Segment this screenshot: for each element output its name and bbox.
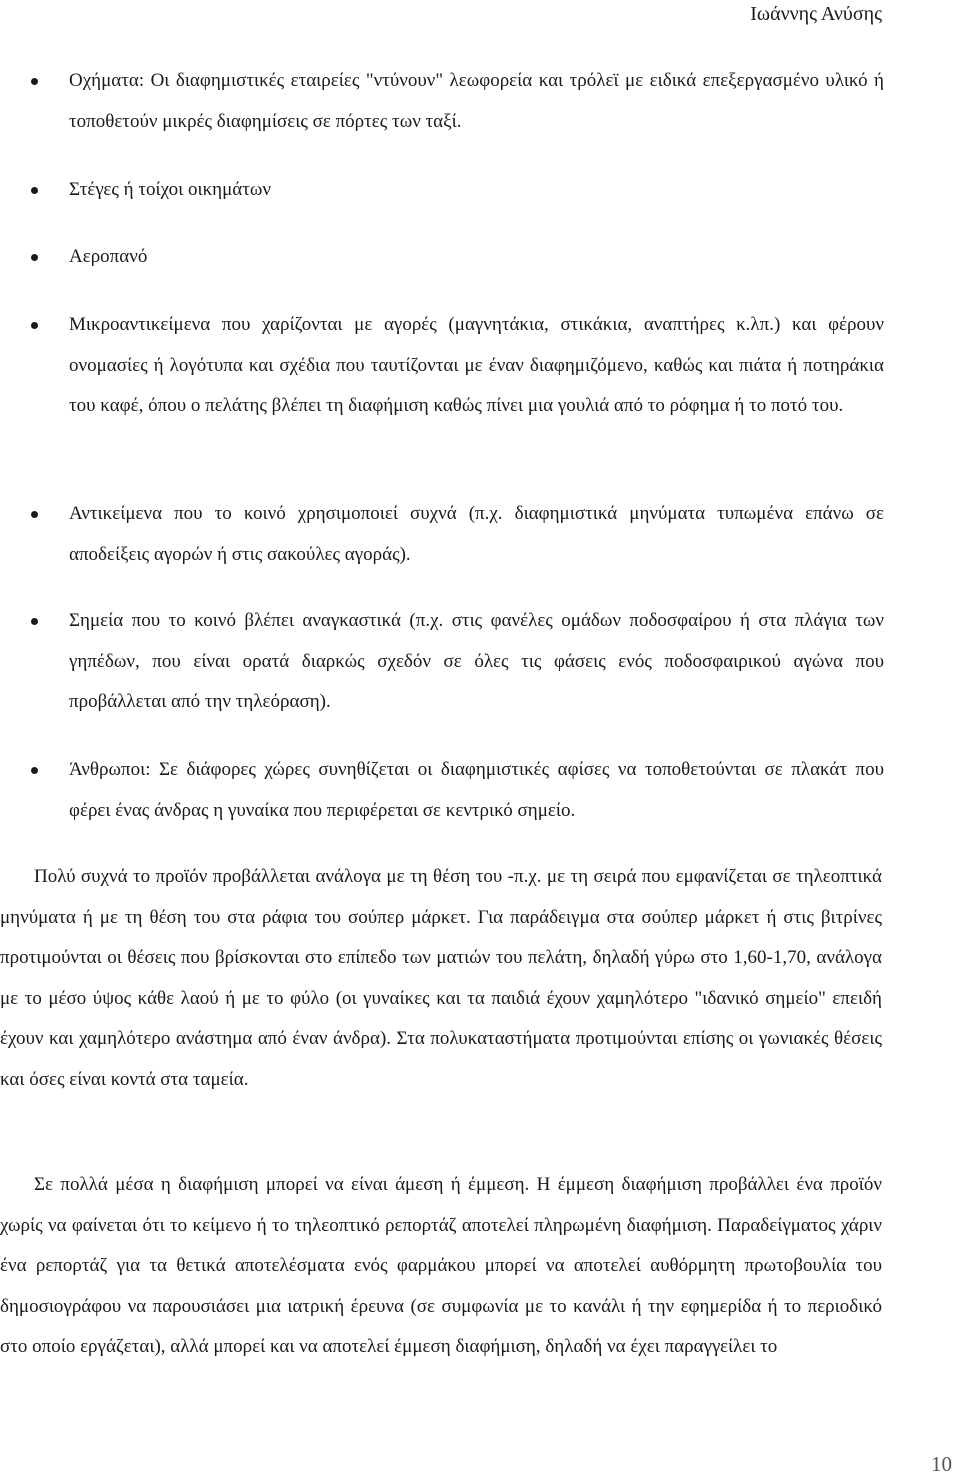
list-item-text: Μικροαντικείμενα που χαρίζονται με αγορές (μαγνητάκια, στικάκια, αναπτήρες κ.λπ.) και φέρουν ονομασίες ή λογότυπα και σχέδια που ταυτίζονται με έναν διαφημιζόμενο, καθώς και πιάτα ή ποτηράκια του καφέ, όπου ο πελάτης βλέπει τη διαφήμιση καθώς πίνει μια γουλιά από το ρόφημα ή το ποτό του.: [69, 314, 884, 416]
running-header-author: Ιωάννης Ανύσης: [750, 3, 882, 25]
body-paragraph: Σε πολλά μέσα η διαφήμιση μπορεί να είναι άμεση ή έμμεση. Η έμμεση διαφήμιση προβάλλει ένα προϊόν χωρίς να φαίνεται ότι το κείμενο ή το τηλεοπτικό ρεπορτάζ αποτελεί πληρωμένη διαφήμιση. Παραδείγματος χάριν ένα ρεπορτάζ για τα θετικά αποτελέσματα ενός φαρμάκου μπορεί να αποτελεί αυθόρμητη πρωτοβουλία του δημοσιογράφου να παρουσιάσει μια ιατρική έρευνα (σε συμφωνία με το κανάλι ή την εφημερίδα ή το περιοδικό στο οποίο εργάζεται), αλλά μπορεί και να αποτελεί έμμεση διαφήμιση, δηλαδή να έχει παραγγείλει το: [0, 1174, 882, 1357]
list-item-text: Σημεία που το κοινό βλέπει αναγκαστικά (π.χ. στις φανέλες ομάδων ποδοσφαίρου ή στα πλάγια των γηπέδων, που είναι ορατά διαρκώς σχεδόν σε όλες τις φάσεις ενός ποδοσφαιρικού αγώνα που προβάλλεται από την τηλεόραση).: [69, 610, 884, 712]
bullet-icon: [31, 78, 38, 85]
list-item: [69, 750, 884, 831]
bullet-icon: [31, 618, 38, 625]
list-item: [69, 61, 884, 142]
bullet-icon: [31, 254, 38, 261]
bullet-icon: [31, 767, 38, 774]
list-item-text: Οχήματα: Οι διαφημιστικές εταιρείες "ντύνουν" λεωφορεία και τρόλεϊ με ειδικά επεξεργασμένο υλικό ή τοποθετούν μικρές διαφημίσεις σε πόρτες των ταξί.: [69, 70, 884, 132]
list-item-text: Άνθρωποι: Σε διάφορες χώρες συνηθίζεται οι διαφημιστικές αφίσες να τοποθετούνται σε πλακάτ που φέρει ένας άνδρας η γυναίκα που περιφέρεται σε κεντρικό σημείο.: [69, 759, 884, 821]
list-item: [69, 601, 884, 723]
body-paragraph: Πολύ συχνά το προϊόν προβάλλεται ανάλογα με τη θέση του -π.χ. με τη σειρά που εμφανίζεται σε τηλεοπτικά μηνύματα ή με τη θέση του στα ράφια του σούπερ μάρκετ. Για παράδειγμα στα σούπερ μάρκετ ή στις βιτρίνες προτιμούνται οι θέσεις που βρίσκονται στο επίπεδο των ματιών του πελάτη, δηλαδή γύρω στο 1,60-1,70, ανάλογα με το μέσο ύψος κάθε λαού ή με το φύλο (οι γυναίκες και τα παιδιά έχουν χαμηλότερο "ιδανικό σημείο" επειδή έχουν και χαμηλότερο ανάστημα από έναν άνδρα). Στα πολυκαταστήματα προτιμούνται επίσης οι γωνιακές θέσεις και όσες είναι κοντά στα ταμεία.: [0, 866, 882, 1090]
list-item: [69, 305, 884, 427]
bullet-icon: [31, 322, 38, 329]
page-number: 10: [931, 1452, 952, 1476]
bullet-icon: [31, 187, 38, 194]
list-item-text: Στέγες ή τοίχοι οικημάτων: [69, 179, 271, 200]
list-item: [69, 494, 884, 575]
list-item-text: Αεροπανό: [69, 246, 148, 267]
list-item-text: Αντικείμενα που το κοινό χρησιμοποιεί συχνά (π.χ. διαφημιστικά μηνύματα τυπωμένα επάνω σε αποδείξεις αγορών ή στις σακούλες αγοράς).: [69, 503, 884, 565]
list-item: [69, 170, 884, 211]
list-item: [69, 237, 884, 278]
bullet-icon: [31, 511, 38, 518]
